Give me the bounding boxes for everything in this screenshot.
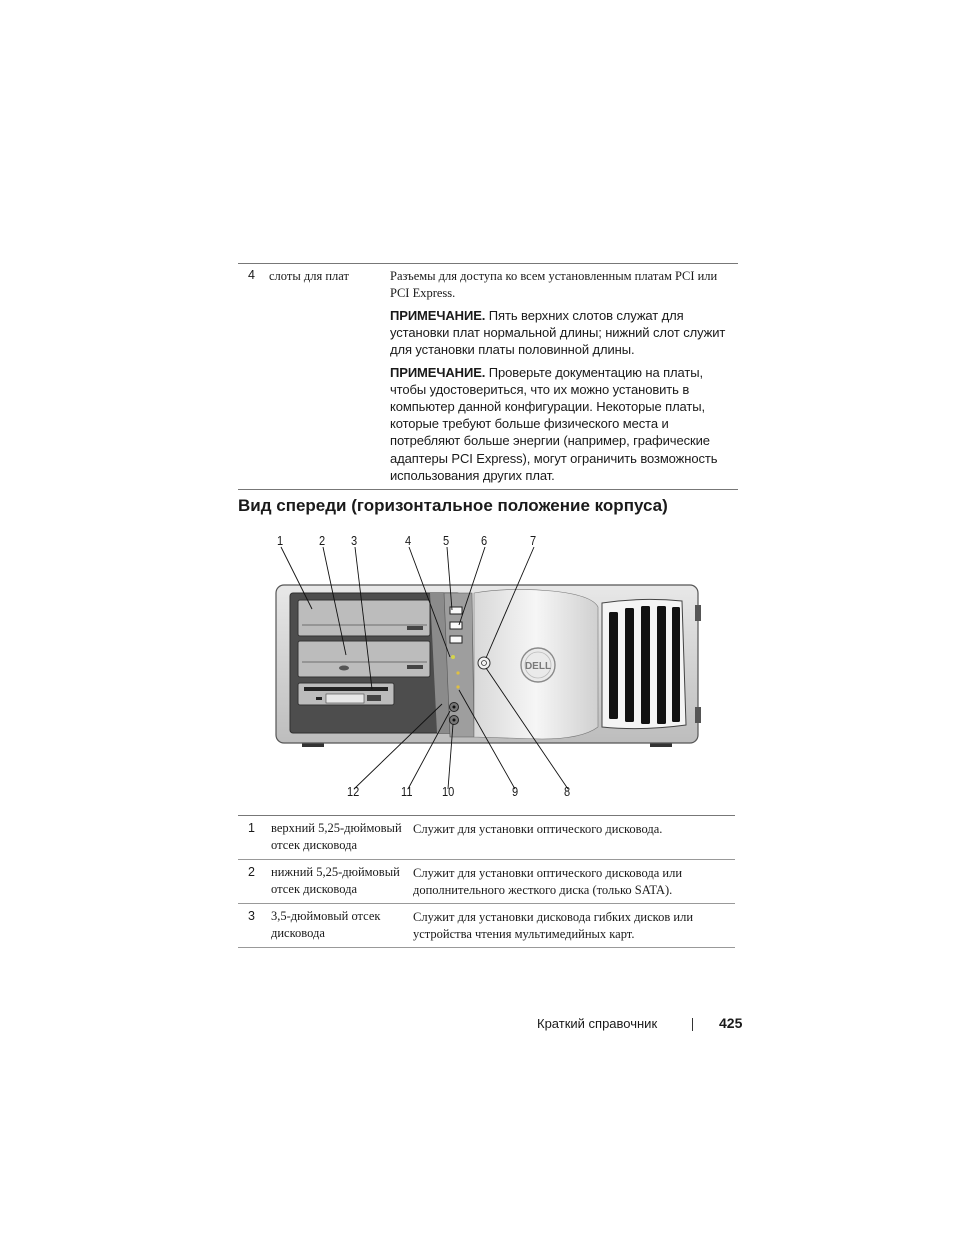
note-label: ПРИМЕЧАНИЕ. bbox=[390, 364, 486, 380]
table-row bbox=[238, 860, 735, 904]
row-number: 1 bbox=[248, 821, 255, 835]
row-number: 2 bbox=[248, 865, 255, 879]
callout-3: 3 bbox=[351, 533, 358, 548]
callout-6: 6 bbox=[481, 533, 488, 548]
row-term: 3,5-дюймовый отсек дисковода bbox=[271, 909, 381, 940]
row-term: верхний 5,25-дюймовый отсек дисковода bbox=[271, 821, 402, 852]
note-label: ПРИМЕЧАНИЕ. bbox=[390, 308, 486, 323]
page-number: 425 bbox=[719, 1015, 743, 1031]
row-number: 3 bbox=[248, 909, 255, 923]
callout-12: 12 bbox=[347, 784, 360, 799]
computer-front-figure bbox=[262, 527, 722, 802]
row-description: Служит для установки оптического дисковода. bbox=[413, 822, 663, 836]
row-term: нижний 5,25-дюймовый отсек дисковода bbox=[271, 865, 400, 896]
row-description: Служит для установки оптического дисковода или дополнительного жесткого диска (только SATA). bbox=[413, 866, 683, 897]
callout-11: 11 bbox=[401, 784, 413, 799]
table-row bbox=[238, 904, 735, 948]
footer-title: Краткий справочник bbox=[537, 1016, 658, 1031]
callout-8: 8 bbox=[564, 784, 571, 799]
callout-9: 9 bbox=[512, 784, 519, 799]
table-row bbox=[238, 264, 738, 489]
upper-525-bay bbox=[298, 600, 430, 636]
table-row bbox=[238, 816, 735, 860]
computer-illustration bbox=[262, 527, 722, 802]
footer-separator bbox=[692, 1018, 693, 1031]
description-text: Разъемы для доступа ко всем установленным платам PCI или PCI Express. bbox=[390, 269, 718, 300]
logo-text: DELL bbox=[524, 661, 552, 672]
row-number: 4 bbox=[248, 268, 255, 282]
callout-10: 10 bbox=[442, 784, 455, 799]
callout-1: 1 bbox=[277, 533, 284, 548]
row-description bbox=[390, 268, 735, 484]
bottom-table bbox=[238, 815, 735, 948]
callout-7: 7 bbox=[530, 533, 537, 548]
top-table bbox=[238, 263, 738, 490]
callout-4: 4 bbox=[405, 533, 412, 548]
lower-525-bay bbox=[298, 641, 430, 677]
note-text: Пять верхних слотов служат для установки плат нормальной длины; нижний слот служит для установки платы половинной длины. bbox=[390, 308, 726, 358]
section-title: Вид спереди (горизонтальное положение корпуса) bbox=[238, 496, 668, 515]
row-term: слоты для плат bbox=[269, 269, 349, 283]
row-description: Служит для установки дисковода гибких дисков или устройства чтения мультимедийных карт. bbox=[413, 910, 694, 941]
note-2 bbox=[390, 364, 735, 484]
callout-2: 2 bbox=[319, 533, 326, 548]
note-1 bbox=[390, 307, 735, 359]
callout-5: 5 bbox=[443, 533, 450, 548]
note-text: Проверьте документацию на платы, чтобы удостовериться, что их можно установить в компьютер данной конфигурации. Некоторые платы, которые требуют больше физического места и потребляют больше энергии (например, графические адаптеры PCI Express), могут ограничить возможность использования других плат. bbox=[390, 364, 718, 483]
